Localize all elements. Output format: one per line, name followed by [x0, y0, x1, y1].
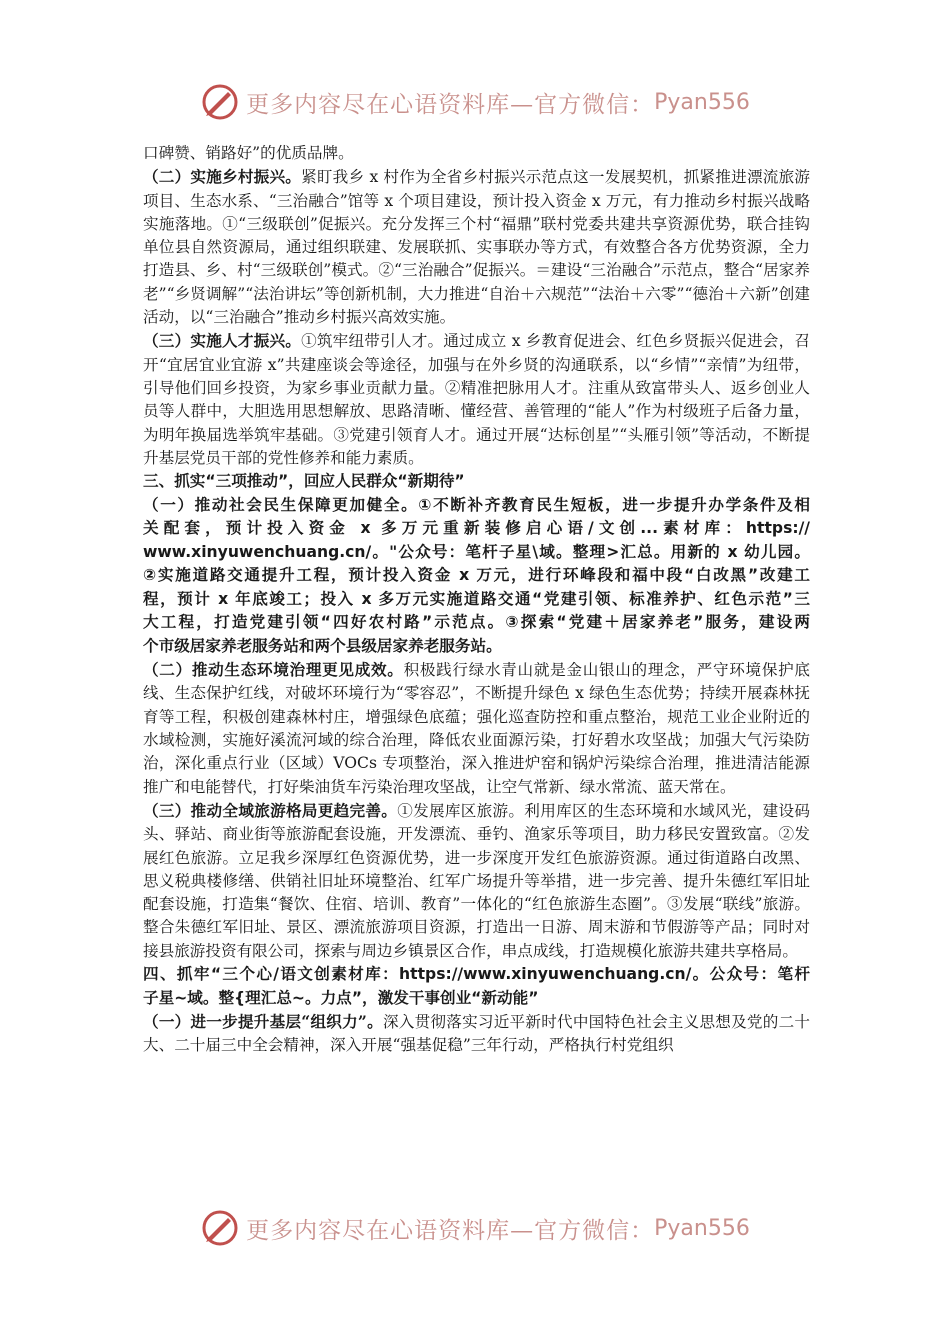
- paragraph-line: ②实施道路交通提升工程，预计投入资金 x 万元，进行环峰段和福中段“白改黑”改建工: [143, 566, 810, 585]
- chapter-heading-line: 四、抓牢“三个心/语文创素材库：https://www.xinyuwenchuang.cn/。公众号：笔杆: [143, 965, 810, 984]
- banner-wechat-id: Pyan556: [654, 1215, 750, 1241]
- banner-wechat-id: Pyan556: [654, 89, 750, 115]
- paragraph: （三）推动全域旅游格局更趋完善。①发展库区旅游。利用库区的生态环境和水域风光，建设码头、驿站、商业街等旅游配套设施，开发漂流、垂钓、渔家乐等项目，助力移民安置致富。②发展红色旅游。立足我乡深厚红色资源优势，进一步深度开发红色旅游资源。通过街道路白改黑、思义税典楼修缮、供销社旧址环境整治、红军广场提升等举措，进一步完善、提升朱德红军旧址配套设施，打造集“餐饮、住宿、培训、教育”一体化的“红色旅游生态圈”。③发展“联线”旅游。整合朱德红军旧址、景区、漂流旅游项目资源，打造出一日游、周末游和节假游等产品；同时对接县旅游投资有限公司，探索与周边乡镇景区合作，串点成线，打造规模化旅游共建共享格局。: [143, 800, 810, 960]
- paragraph-line: 程，预计 x 年底竣工；投入 x 多万元实施道路交通“党建引领、标准养护、红色示范”三: [143, 589, 810, 608]
- paragraph-line: 大工程，打造党建引领“四好农村路”示范点。③探索“党建＋居家养老”服务，建设两: [143, 613, 810, 632]
- paragraph-line: www.xinyuwenchuang.cn/。"公众号：笔杆子星\域。整理>汇总。用新的 x 幼儿园。: [143, 542, 810, 561]
- section-heading: （三）推动全域旅游格局更趋完善。: [143, 800, 398, 820]
- section-heading: （一）进一步提升基层“组织力”。: [143, 1012, 383, 1032]
- section-heading: （二）推动生态环境治理更见成效。: [143, 660, 404, 680]
- section-heading: （三）实施人才振兴。: [143, 331, 302, 351]
- paragraph: 口碑赞、销路好”的优质品牌。: [143, 144, 354, 162]
- header-banner: [0, 82, 950, 122]
- section-heading: （二）实施乡村振兴。: [143, 167, 302, 187]
- document-body: [143, 142, 810, 1058]
- paragraph-line: （一）推动社会民生保障更加健全。①不断补齐教育民生短板，进一步提升办学条件及相: [143, 495, 810, 514]
- paragraph: （二）实施乡村振兴。紧盯我乡 x 村作为全省乡村振兴示范点这一发展契机，抓紧推进漂流旅游项目、生态水系、“三治融合”馆等 x 个项目建设，预计投入资金 x 万元，有力推动乡村振兴战略实施落地。①“三级联创”促振兴。充分发挥三个村“福鼎”联村党委共建共享资源优势，联合挂钩单位县自然资源局，通过组织联建、发展联抓、实事联办等方式，有效整合各方优势资源，全力打造县、乡、村“三级联创”模式。②“三治融合”促振兴。＝建设“三治融合”示范点，整合“居家养老”“乡贤调解”“法治讲坛”等创新机制，大力推进“自治＋六规范”“法治＋六零”“德治＋六新”创建活动，以“三治融合”推动乡村振兴高效实施。: [143, 167, 810, 327]
- chapter-heading: 三、抓实“三项推动”，回应人民群众“新期待”: [143, 472, 465, 491]
- paragraph: （三）实施人才振兴。①筑牢纽带引人才。通过成立 x 乡教育促进会、红色乡贤振兴促进会，召开“宜居宜业宜游 x”共建座谈会等途径，加强与在外乡贤的沟通联系，以“乡情”“亲情”为纽带，引导他们回乡投资，为家乡事业贡献力量。②精准把脉用人才。注重从致富带头人、返乡创业人员等人群中，大胆选用思想解放、思路清晰、懂经营、善管理的“能人”作为村级班子后备力量，为明年换届选举筑牢基础。③党建引领育人才。通过开展“达标创星”“头雁引领”等活动，不断提升基层党员干部的党性修养和能力素质。: [143, 331, 810, 467]
- paragraph-line: 个市级居家养老服务站和两个县级居家养老服务站。: [143, 636, 502, 655]
- banner-text: 更多内容尽在心语资料库—官方微信：: [246, 1217, 655, 1244]
- footer-banner: [0, 1208, 950, 1248]
- pen-logo-icon: [200, 1208, 240, 1248]
- paragraph: （二）推动生态环境治理更见成效。积极践行绿水青山就是金山银山的理念，严守环境保护底线、生态保护红线，对破坏环境行为“零容忍”，不断提升绿色 x 绿色生态优势；持续开展森林抚育等工程，积极创建森林村庄，增强绿色底蕴；强化巡查防控和重点整治，规范工业企业附近的水域检测，实施好溪流河域的综合治理，降低农业面源污染，打好碧水攻坚战；加强大气污染防治，深化重点行业（区域）VOCs 专项整治，深入推进炉窑和锅炉污染综合治理，推进清洁能源推广和电能替代，打好柴油货车污染治理攻坚战，让空气常新、绿水常流、蓝天常在。: [143, 660, 810, 796]
- paragraph: （一）进一步提升基层“组织力”。深入贯彻落实习近平新时代中国特色社会主义思想及党的二十大、二十届三中全会精神，深入开展“强基促稳”三年行动，严格执行村党组织: [143, 1012, 810, 1055]
- paragraph-line: 关配套，预计投入资金 x 多万元重新装修启心语/文创...素材库：https://: [143, 519, 810, 538]
- pen-logo-icon: [200, 82, 240, 122]
- banner-text: 更多内容尽在心语资料库—官方微信：: [246, 91, 655, 118]
- chapter-heading-line: 子星~域。整{理汇总~。力点”，激发干事创业“新动能”: [143, 988, 539, 1007]
